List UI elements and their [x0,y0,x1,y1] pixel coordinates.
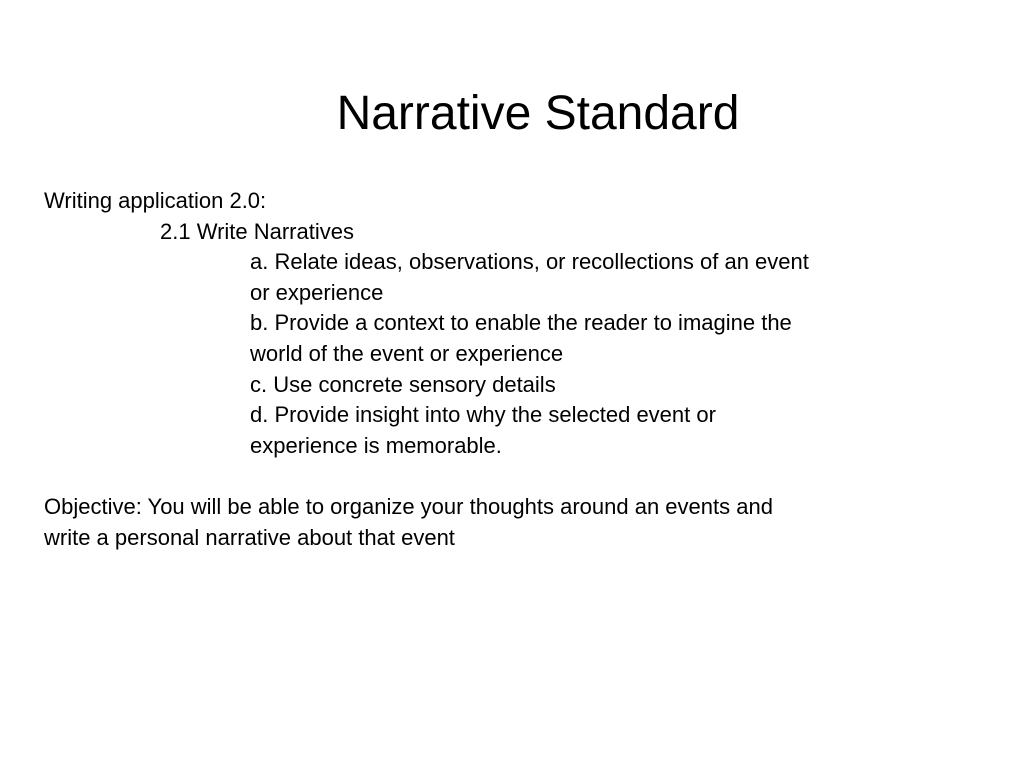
standard-item-b-line1: b. Provide a context to enable the reader to imagine the [250,310,792,336]
standard-item-a-line1: a. Relate ideas, observations, or recollections of an event [250,249,809,275]
objective-line2: write a personal narrative about that event [44,524,455,550]
slide-title: Narrative Standard [336,87,740,140]
standard-item-d-line2: experience is memorable. [250,432,502,458]
substandard-heading: 2.1 Write Narratives [160,218,354,244]
standard-item-a-line2: or experience [250,279,384,305]
standard-heading: Writing application 2.0: [44,188,267,213]
standard-item-b-line2: world of the event or experience [250,340,564,366]
slide-body [44,186,944,553]
paragraph-gap [44,461,944,492]
standard-item-c-line1: c. Use concrete sensory details [250,371,556,397]
objective-line1: Objective: You will be able to organize your thoughts around an events and [44,493,773,519]
standard-item-d-line1: d. Provide insight into why the selected event or [250,402,716,428]
